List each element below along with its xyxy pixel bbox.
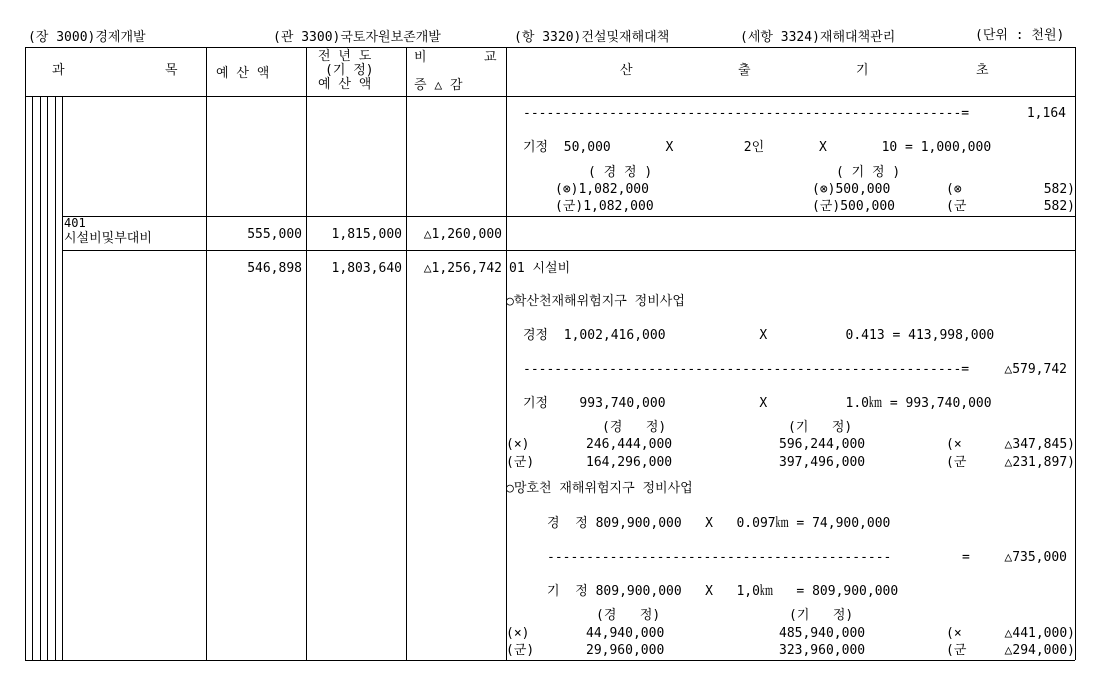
block1-row2-right: (군)500,000 bbox=[812, 199, 895, 214]
item01-budget: 546,898 bbox=[247, 261, 302, 276]
header-hang: (항 3320)건설및재해대책 bbox=[514, 30, 670, 45]
project2-row1-left: 44,940,000 bbox=[586, 626, 665, 641]
item01-diff: △1,256,742 bbox=[423, 261, 502, 276]
project2-row1-diff-label: (× bbox=[946, 626, 962, 641]
project1-subhead-left: (경 정) bbox=[602, 420, 667, 435]
block1-subhead-right: ( 기 정 ) bbox=[836, 165, 901, 180]
project1-title: ○학산천재해위험지구 정비사업 bbox=[506, 294, 685, 309]
project2-row1-label: (×) bbox=[506, 626, 530, 641]
col-gwamok-b: 목 bbox=[165, 63, 178, 78]
project1-dash-line: --------------------------------------------------------= bbox=[523, 362, 970, 377]
col-compare-header-1b: 교 bbox=[484, 50, 497, 65]
row401-bottom-border bbox=[62, 250, 1075, 251]
block1-dash-value: 1,164 bbox=[1026, 106, 1066, 121]
col-basis-header-3: 기 bbox=[856, 63, 869, 78]
project1-row2-label: (군) bbox=[506, 455, 535, 470]
col-budget-header: 예 산 액 bbox=[216, 66, 270, 81]
project2-row1-diff: △441,000) bbox=[1004, 626, 1075, 641]
block1-dash-line: --------------------------------------------------------= bbox=[523, 106, 970, 121]
project1-row1-diff-label: (× bbox=[946, 437, 962, 452]
item401-name: 시설비및부대비 bbox=[64, 231, 152, 246]
table-right-border bbox=[1075, 47, 1076, 660]
col-prev-header-2: (기 정) bbox=[325, 63, 374, 78]
col-gwamok-a: 과 bbox=[52, 63, 65, 78]
project2-row2-diff-label: (군 bbox=[946, 643, 967, 658]
col-prev-header-3: 예 산 액 bbox=[318, 77, 372, 92]
table-bottom-border bbox=[25, 660, 1075, 661]
col-basis-border bbox=[506, 47, 507, 660]
item401-diff: △1,260,000 bbox=[423, 227, 502, 242]
header-gwan: (관 3300)국토자원보존개발 bbox=[273, 30, 441, 45]
block1-row1-diff-label: (⊗ bbox=[946, 182, 962, 197]
project1-calc1: 경정 1,002,416,000 X 0.413 = 413,998,000 bbox=[523, 328, 995, 343]
project2-subhead-left: (경 정) bbox=[596, 608, 661, 623]
project2-subhead-right: (기 정) bbox=[789, 608, 854, 623]
col-compare-header-2: 증 △ 감 bbox=[414, 78, 463, 93]
project1-subhead-right: (기 정) bbox=[788, 420, 853, 435]
project1-row1-left: 246,444,000 bbox=[586, 437, 673, 452]
item01-name: 01 시설비 bbox=[509, 261, 571, 276]
project2-title: ○망호천 재해위험지구 정비사업 bbox=[506, 481, 693, 496]
project1-calc2: 기정 993,740,000 X 1.0㎞ = 993,740,000 bbox=[523, 396, 992, 411]
indent-line-1 bbox=[32, 96, 33, 660]
indent-line-4 bbox=[55, 96, 56, 660]
project2-dash-eq: = bbox=[962, 550, 970, 565]
row401-top-border bbox=[62, 216, 1075, 217]
table-left-border bbox=[25, 47, 26, 660]
project1-row1-diff: △347,845) bbox=[1004, 437, 1075, 452]
header-jang: (장 3000)경제개발 bbox=[28, 30, 146, 45]
block1-row2-diff-label: (군 bbox=[946, 199, 967, 214]
project1-row1-label: (×) bbox=[506, 437, 530, 452]
project1-row1-right: 596,244,000 bbox=[779, 437, 866, 452]
header-sehang: (세항 3324)재해대책관리 bbox=[740, 30, 896, 45]
project2-dash-value: △735,000 bbox=[1004, 550, 1067, 565]
project2-row2-left: 29,960,000 bbox=[586, 643, 665, 658]
header-bottom-border bbox=[25, 96, 1075, 97]
col-compare-header-1a: 비 bbox=[414, 50, 427, 65]
table-top-border bbox=[25, 47, 1075, 48]
item401-code: 401 bbox=[64, 216, 86, 230]
col-basis-header-1: 산 bbox=[620, 63, 633, 78]
col-budget-border bbox=[206, 47, 207, 660]
item401-budget: 555,000 bbox=[247, 227, 302, 242]
project2-row2-diff: △294,000) bbox=[1004, 643, 1075, 658]
project2-row2-label: (군) bbox=[506, 643, 535, 658]
col-basis-header-2: 출 bbox=[738, 63, 751, 78]
block1-subhead-left: ( 경 정 ) bbox=[588, 165, 653, 180]
project1-dash-value: △579,742 bbox=[1004, 362, 1067, 377]
project1-row2-right: 397,496,000 bbox=[779, 455, 866, 470]
block1-row2-left: (군)1,082,000 bbox=[555, 199, 654, 214]
block1-row1-diff: 582) bbox=[1043, 182, 1075, 197]
project2-dash-line: -------------------------------------------- bbox=[547, 550, 892, 565]
header-unit: (단위 : 천원) bbox=[975, 28, 1065, 43]
indent-line-3 bbox=[47, 96, 48, 660]
block1-row2-diff: 582) bbox=[1043, 199, 1075, 214]
project2-calc2: 기 정 809,900,000 X 1,0㎞ = 809,900,000 bbox=[547, 584, 899, 599]
project1-row2-diff: △231,897) bbox=[1004, 455, 1075, 470]
project1-row2-diff-label: (군 bbox=[946, 455, 967, 470]
indent-line-2 bbox=[40, 96, 41, 660]
project2-row1-right: 485,940,000 bbox=[779, 626, 866, 641]
col-prev-header-1: 전 년 도 bbox=[318, 49, 372, 64]
col-compare-border bbox=[406, 47, 407, 660]
col-prev-border bbox=[306, 47, 307, 660]
block1-calc: 기정 50,000 X 2인 X 10 = 1,000,000 bbox=[523, 140, 992, 155]
col-basis-header-4: 초 bbox=[976, 63, 989, 78]
project2-row2-right: 323,960,000 bbox=[779, 643, 866, 658]
project2-calc1: 경 정 809,900,000 X 0.097㎞ = 74,900,000 bbox=[547, 516, 891, 531]
block1-row1-right: (⊗)500,000 bbox=[812, 182, 891, 197]
project1-row2-left: 164,296,000 bbox=[586, 455, 673, 470]
item401-prev: 1,815,000 bbox=[331, 227, 402, 242]
block1-row1-left: (⊗)1,082,000 bbox=[555, 182, 649, 197]
indent-line-5 bbox=[62, 96, 63, 660]
item01-prev: 1,803,640 bbox=[331, 261, 402, 276]
